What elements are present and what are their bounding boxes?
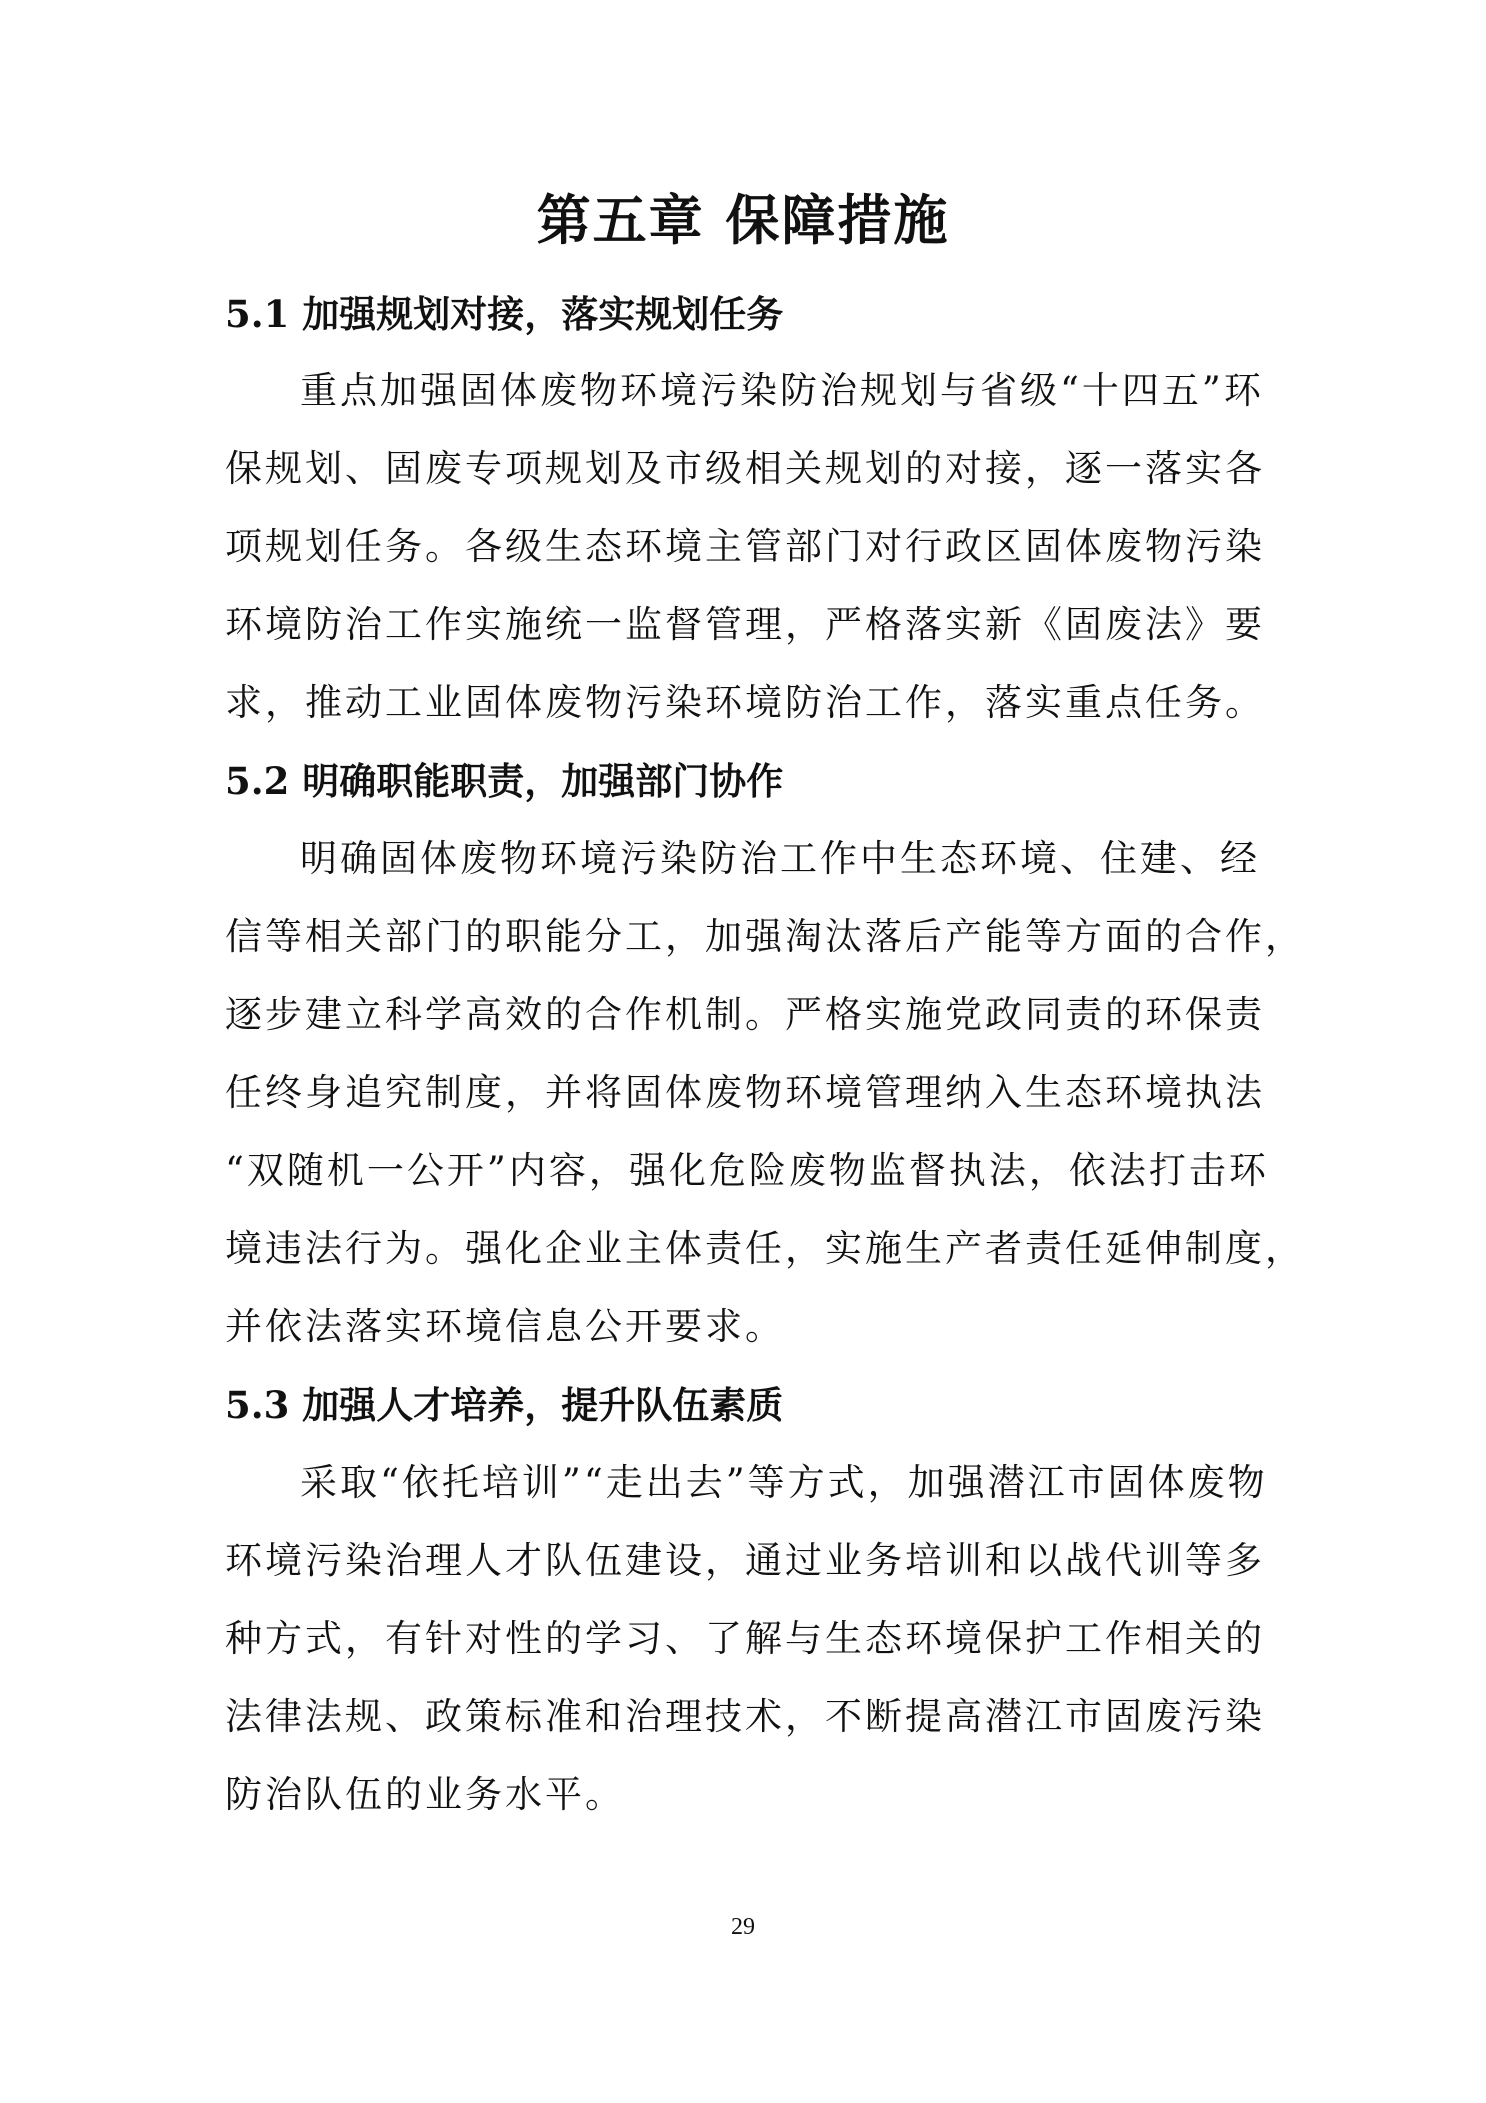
paragraph-line: 信等相关部门的职能分工，加强淘汰落后产能等方面的合作， [225, 915, 1305, 958]
paragraph-line: 法律法规、政策标准和治理技术，不断提高潜江市固废污染 [225, 1695, 1265, 1738]
paragraph-line: 求，推动工业固体废物污染环境防治工作，落实重点任务。 [225, 681, 1265, 724]
paragraph-line: “双随机一公开”内容，强化危险废物监督执法，依法打击环 [225, 1149, 1269, 1192]
section-heading-5-2: 5.2 明确职能职责，加强部门协作 [225, 759, 784, 803]
paragraph-line: 种方式，有针对性的学习、了解与生态环境保护工作相关的 [225, 1617, 1265, 1660]
paragraph-line: 保规划、固废专项规划及市级相关规划的对接，逐一落实各 [225, 447, 1265, 490]
paragraph-line: 采取“依托培训”“走出去”等方式，加强潜江市固体废物 [300, 1461, 1268, 1504]
paragraph-line: 防治队伍的业务水平。 [225, 1773, 625, 1816]
paragraph-line: 环境污染治理人才队伍建设，通过业务培训和以战代训等多 [225, 1539, 1265, 1582]
paragraph-line: 逐步建立科学高效的合作机制。严格实施党政同责的环保责 [225, 993, 1265, 1036]
paragraph-line: 环境防治工作实施统一监督管理，严格落实新《固废法》要 [225, 603, 1265, 646]
paragraph-line: 境违法行为。强化企业主体责任，实施生产者责任延伸制度， [225, 1227, 1305, 1270]
paragraph-line: 任终身追究制度，并将固体废物环境管理纳入生态环境执法 [225, 1071, 1265, 1114]
paragraph-line: 重点加强固体废物环境污染防治规划与省级“十四五”环 [300, 369, 1264, 412]
section-heading-5-1: 5.1 加强规划对接，落实规划任务 [225, 292, 784, 336]
section-heading-5-3: 5.3 加强人才培养，提升队伍素质 [225, 1383, 784, 1427]
paragraph-line: 并依法落实环境信息公开要求。 [225, 1305, 785, 1348]
page-number: 29 [731, 1914, 755, 1940]
paragraph-line: 项规划任务。各级生态环境主管部门对行政区固体废物污染 [225, 525, 1265, 568]
paragraph-line: 明确固体废物环境污染防治工作中生态环境、住建、经 [300, 837, 1260, 880]
chapter-title: 第五章 保障措施 [536, 188, 950, 252]
